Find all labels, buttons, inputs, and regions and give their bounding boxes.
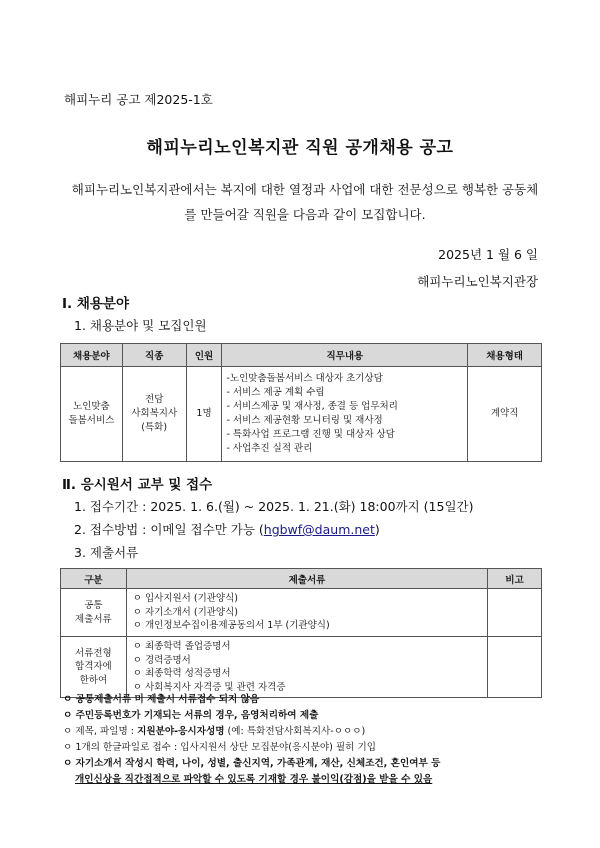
recruitment-table bbox=[60, 343, 542, 462]
documents-cell: ㅇ 입사지원서 (기관양식) ㅇ 자기소개서 (기관양식) ㅇ 개인정보수집이용제공동의서 1부 (기관양식) bbox=[126, 589, 487, 637]
column-header: 직종 bbox=[122, 344, 186, 367]
duties-cell: -노인맞춤돌봄서비스 대상자 초기상담 - 서비스 제공 계획 수립 - 서비스제공 및 재사정, 종결 등 업무처리 - 서비스 제공현황 모니터링 및 재사정 - 특화사업 프로그램 진행 및 대상자 상담 - 사업추진 실적 관리 bbox=[222, 367, 468, 462]
documents-cell: ㅇ 최종학력 졸업증명서 ㅇ 경력증명서 ㅇ 최종학력 성적증명서 ㅇ 사회복지사 자격증 및 관련 자격증 bbox=[126, 637, 487, 698]
email-link[interactable]: hgbwf@daum.net bbox=[263, 522, 375, 537]
type-cell: 계약직 bbox=[468, 367, 542, 462]
note-cell bbox=[488, 637, 542, 698]
page-title: 해피누리노인복지관 직원 공개채용 공고 bbox=[146, 138, 454, 158]
count-cell: 1명 bbox=[186, 367, 222, 462]
note-cell bbox=[488, 589, 542, 637]
job-cell: 전담 사회복지사 (특화) bbox=[122, 367, 186, 462]
field-cell: 노인맞춤 돌봄서비스 bbox=[61, 367, 123, 462]
table-row bbox=[61, 367, 542, 462]
column-header: 인원 bbox=[186, 344, 222, 367]
intro-paragraph: 해피누리노인복지관에서는 복지에 대한 열정과 사업에 대한 전문성으로 행복한 공동체를 만들어갈 직원을 다음과 같이 모집합니다. bbox=[71, 182, 539, 222]
table-header-row bbox=[61, 569, 542, 589]
notice-number: 해피누리 공고 제2025-1호 bbox=[64, 92, 213, 107]
column-header: 비고 bbox=[488, 569, 542, 589]
table-row bbox=[61, 637, 542, 698]
application-method: 2. 접수방법 : 이메일 접수만 가능 (hgbwf@daum.net) bbox=[74, 522, 380, 537]
subheading-field-headcount: 1. 채용분야 및 모집인원 bbox=[74, 318, 207, 333]
category-cell: 공통 제출서류 bbox=[61, 589, 127, 637]
application-period: 1. 접수기간 : 2025. 1. 6.(월) ~ 2025. 1. 21.(화) 18:00까지 (15일간) bbox=[74, 499, 474, 514]
note-item: ㅇ 제목, 파일명 : 지원분야-응시자성명 (예: 특화전담사회복지사-ㅇㅇㅇ) bbox=[63, 726, 366, 737]
note-item: 개인신상을 직간접적으로 파악할 수 있도록 기재할 경우 불이익(감점)을 받을 수 있음 bbox=[75, 774, 433, 785]
submission-notes bbox=[63, 692, 440, 788]
table-header-row bbox=[61, 344, 542, 367]
section-heading-application: Ⅱ. 응시원서 교부 및 접수 bbox=[62, 477, 213, 493]
table-row bbox=[61, 589, 542, 637]
section-heading-recruitment: Ⅰ. 채용분야 bbox=[62, 296, 130, 312]
note-item: ㅇ 공통제출서류 미 제출시 서류접수 되지 않음 bbox=[63, 694, 260, 705]
column-header: 채용형태 bbox=[468, 344, 542, 367]
column-header: 구분 bbox=[61, 569, 127, 589]
note-item: ㅇ 1개의 한글파일로 접수 : 입사지원서 상단 모집분야(응시분야) 필히 기입 bbox=[63, 742, 377, 753]
notice-date: 2025년 1 월 6 일 bbox=[438, 247, 538, 262]
column-header: 채용분야 bbox=[61, 344, 123, 367]
category-cell: 서류전형 합격자에 한하여 bbox=[61, 637, 127, 698]
documents-table bbox=[60, 568, 542, 698]
note-item: ㅇ 자기소개서 작성시 학력, 나이, 성별, 출신지역, 가족관계, 재산, 신체조건, 혼인여부 등 bbox=[63, 758, 441, 769]
column-header: 제출서류 bbox=[126, 569, 487, 589]
note-item: ㅇ 주민등록번호가 기재되는 서류의 경우, 음영처리하여 제출 bbox=[63, 710, 319, 721]
documents-heading: 3. 제출서류 bbox=[74, 545, 139, 560]
issuer-name: 해피누리노인복지관장 bbox=[417, 274, 538, 289]
column-header: 직무내용 bbox=[222, 344, 468, 367]
